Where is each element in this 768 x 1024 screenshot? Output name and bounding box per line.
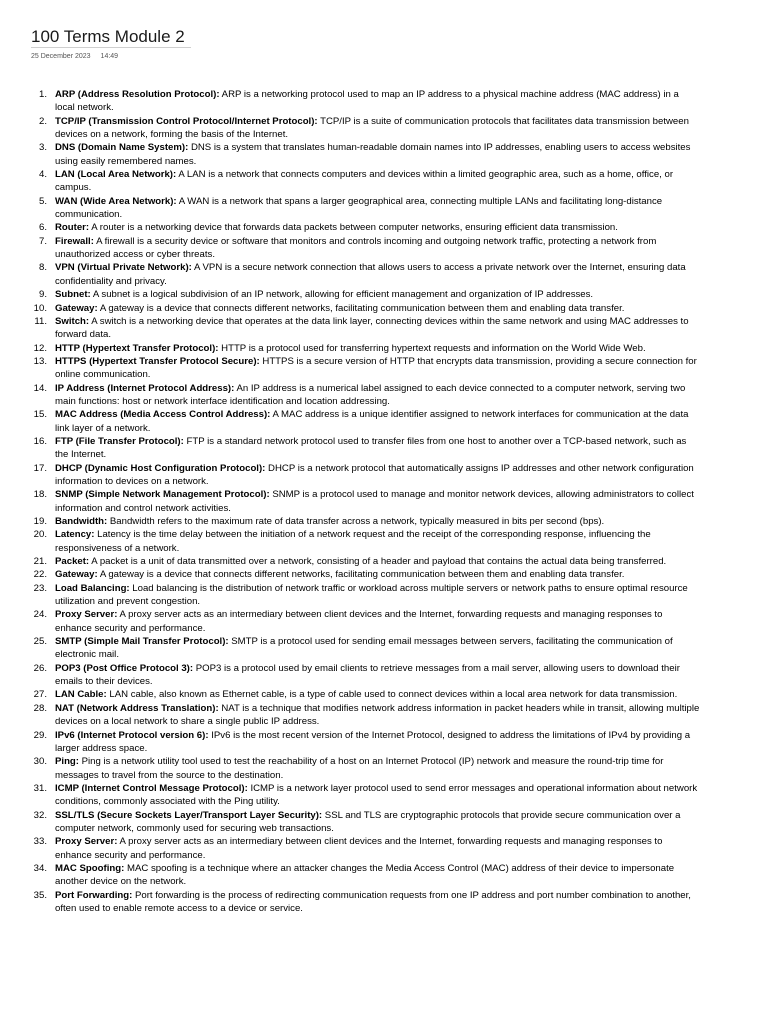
term-name: LAN (Local Area Network): bbox=[55, 169, 177, 181]
term-name: Packet: bbox=[55, 556, 90, 568]
term-definition: An IP address is a numerical label assigned to each device connected to a computer network, serving two main functions: host or network interface identification and location addressing. bbox=[55, 382, 686, 407]
term-definition: A proxy server acts as an intermediary between client devices and the Internet, forwarding requests and managing responses to enhance security and performance. bbox=[55, 836, 663, 861]
list-item bbox=[0, 355, 700, 382]
term-definition: LAN cable, also known as Ethernet cable, is a type of cable used to connect devices within a local area network for data transmission. bbox=[109, 689, 678, 701]
term-name: Port Forwarding: bbox=[55, 889, 133, 901]
list-item-number: 11. bbox=[34, 315, 47, 327]
list-item-number: 5. bbox=[38, 195, 47, 207]
list-item bbox=[0, 755, 700, 782]
list-item bbox=[0, 462, 700, 489]
list-item bbox=[0, 435, 700, 462]
page-title: 100 Terms Module 2 bbox=[31, 27, 185, 46]
list-item bbox=[0, 889, 700, 916]
term-name: MAC Spoofing: bbox=[55, 862, 125, 874]
list-item-number: 22. bbox=[33, 569, 47, 581]
list-item bbox=[0, 582, 700, 609]
list-item bbox=[0, 408, 700, 435]
list-item-number: 32. bbox=[33, 809, 47, 821]
term-name: Router: bbox=[55, 222, 90, 234]
term-definition: IPv6 is the most recent version of the Internet Protocol, designed to address the limitations of IPv4 by providing a larger address space. bbox=[55, 729, 691, 754]
list-item bbox=[0, 555, 700, 568]
list-item-number: 28. bbox=[33, 702, 47, 714]
list-item-number: 23. bbox=[33, 582, 47, 594]
list-item bbox=[0, 702, 700, 729]
term-name: FTP (File Transfer Protocol): bbox=[55, 435, 184, 447]
term-definition: Port forwarding is the process of redirecting communication requests from one IP address and port number combination to another, often used to enable remote access to a device or service. bbox=[55, 889, 691, 914]
term-definition: HTTP is a protocol used for transferring hypertext requests and information on the World Wide Web. bbox=[221, 342, 646, 354]
list-item bbox=[0, 729, 700, 756]
list-item bbox=[0, 88, 700, 115]
list-item bbox=[0, 221, 700, 234]
term-definition: SSL and TLS are cryptographic protocols that provide secure communication over a computer network, commonly used for securing web transactions. bbox=[55, 809, 681, 834]
term-name: POP3 (Post Office Protocol 3): bbox=[55, 662, 194, 674]
list-item-number: 12. bbox=[33, 342, 47, 354]
page-timestamp bbox=[31, 52, 118, 61]
list-item-number: 30. bbox=[33, 756, 47, 768]
list-item-number: 20. bbox=[33, 529, 47, 541]
list-item-number: 25. bbox=[33, 636, 47, 648]
list-item bbox=[0, 662, 700, 689]
term-name: SSL/TLS (Secure Sockets Layer/Transport Layer Security): bbox=[55, 809, 323, 821]
list-item-number: 14. bbox=[33, 382, 47, 394]
term-name: Gateway: bbox=[55, 569, 98, 581]
list-item bbox=[0, 288, 700, 301]
list-item-number: 34. bbox=[33, 862, 47, 874]
list-item-number: 27. bbox=[33, 689, 47, 701]
list-item bbox=[0, 382, 700, 409]
list-item bbox=[0, 782, 700, 809]
list-item bbox=[0, 809, 700, 836]
list-item-number: 8. bbox=[38, 262, 47, 274]
term-definition: DNS is a system that translates human-readable domain names into IP addresses, enabling users to access websites using easily remembered names. bbox=[55, 142, 691, 167]
term-definition: A MAC address is a unique identifier assigned to network interfaces for communication at the data link layer of a network. bbox=[55, 409, 689, 434]
term-definition: A packet is a unit of data transmitted over a network, consisting of a header and payload that contains the actual data being transferred. bbox=[91, 556, 667, 568]
term-definition: SNMP is a protocol used to manage and monitor network devices, allowing administrators to collect information and control network activities. bbox=[55, 489, 694, 514]
list-item bbox=[0, 568, 700, 581]
term-name: DHCP (Dynamic Host Configuration Protocol): bbox=[55, 462, 266, 474]
term-definition: A subnet is a logical subdivision of an IP network, allowing for efficient management and organization of IP addresses. bbox=[92, 289, 594, 301]
term-name: WAN (Wide Area Network): bbox=[55, 195, 177, 207]
list-item bbox=[0, 528, 700, 555]
term-definition: POP3 is a protocol used by email clients to retrieve messages from a mail server, allowing users to download their emails to their devices. bbox=[55, 662, 680, 688]
term-name: Ping: bbox=[55, 756, 79, 768]
list-item-number: 13. bbox=[33, 355, 47, 367]
page-time: 14:49 bbox=[100, 53, 119, 60]
term-definition: Load balancing is the distribution of network traffic or workload across multiple servers or network paths to ensure optimal resource utilization and prevent congestion. bbox=[55, 582, 688, 608]
term-name: SMTP (Simple Mail Transfer Protocol): bbox=[55, 636, 229, 648]
term-name: Proxy Server: bbox=[55, 836, 118, 848]
term-name: VPN (Virtual Private Network): bbox=[55, 262, 192, 274]
term-definition: FTP is a standard network protocol used to transfer files from one host to another over a TCP-based network, such as the Internet. bbox=[55, 435, 687, 461]
term-name: Latency: bbox=[55, 529, 95, 541]
list-item-number: 1. bbox=[38, 89, 47, 100]
list-item-number: 21. bbox=[33, 556, 47, 568]
list-item bbox=[0, 302, 700, 315]
term-definition: A VPN is a secure network connection that allows users to access a private network over the Internet, ensuring data confidentiality and privacy. bbox=[55, 262, 686, 287]
term-name: ICMP (Internet Control Message Protocol): bbox=[55, 782, 248, 794]
list-item-number: 17. bbox=[33, 462, 47, 474]
term-definition: A gateway is a device that connects different networks, facilitating communication between them and enabling data transfer. bbox=[99, 302, 625, 314]
list-item-number: 33. bbox=[33, 836, 47, 848]
list-item-number: 15. bbox=[33, 409, 47, 421]
list-item-number: 31. bbox=[33, 782, 47, 794]
list-item-number: 6. bbox=[38, 222, 47, 234]
term-definition: A router is a networking device that forwards data packets between computer networks, ensuring efficient data transmission. bbox=[91, 222, 618, 234]
list-item bbox=[0, 115, 700, 142]
list-item-number: 16. bbox=[33, 435, 47, 447]
term-name: DNS (Domain Name System): bbox=[55, 142, 189, 154]
term-definition: A LAN is a network that connects computers and devices within a limited geographic area, such as a home, office, or campus. bbox=[55, 169, 674, 194]
term-name: NAT (Network Address Translation): bbox=[55, 702, 219, 714]
list-item-number: 2. bbox=[38, 115, 47, 127]
list-item-number: 35. bbox=[33, 889, 47, 901]
term-definition: Bandwidth refers to the maximum rate of data transfer across a network, typically measured in bits per second (bps). bbox=[109, 516, 605, 527]
list-item bbox=[0, 168, 700, 195]
term-definition: HTTPS is a secure version of HTTP that encrypts data transmission, providing a secure connection for online communication. bbox=[55, 355, 697, 381]
term-definition: TCP/IP is a suite of communication protocols that facilitates data transmission between devices on a network, forming the basis of the Internet. bbox=[55, 115, 689, 141]
list-item bbox=[0, 862, 700, 889]
list-item-number: 9. bbox=[38, 289, 47, 301]
term-name: LAN Cable: bbox=[55, 689, 107, 701]
page-date: 25 December 2023 bbox=[31, 53, 91, 60]
term-definition: A proxy server acts as an intermediary between client devices and the Internet, forwarding requests and managing responses to enhance security and performance. bbox=[55, 609, 663, 634]
term-name: ARP (Address Resolution Protocol): bbox=[55, 89, 220, 100]
term-name: IPv6 (Internet Protocol version 6): bbox=[55, 729, 209, 741]
term-name: HTTP (Hypertext Transfer Protocol): bbox=[55, 342, 219, 354]
list-item bbox=[0, 688, 700, 701]
list-item bbox=[0, 515, 700, 528]
term-name: Proxy Server: bbox=[55, 609, 118, 621]
list-item-number: 10. bbox=[33, 302, 47, 314]
list-item-number: 7. bbox=[38, 235, 47, 247]
term-name: Subnet: bbox=[55, 289, 91, 301]
list-item bbox=[0, 315, 700, 342]
term-definition: A switch is a networking device that operates at the data link layer, connecting devices within the same network and using MAC addresses to forward data. bbox=[55, 315, 689, 341]
term-definition: A firewall is a security device or software that monitors and controls incoming and outgoing network traffic, protecting a network from unauthorized access or cyber threats. bbox=[55, 235, 657, 261]
term-name: IP Address (Internet Protocol Address): bbox=[55, 382, 235, 394]
term-name: Switch: bbox=[55, 315, 90, 327]
term-name: HTTPS (Hypertext Transfer Protocol Secure): bbox=[55, 355, 260, 367]
title-divider bbox=[31, 47, 191, 48]
term-definition: A WAN is a network that spans a larger geographical area, connecting multiple LANs and facilitating long-distance communication. bbox=[55, 195, 663, 221]
list-item-number: 24. bbox=[33, 609, 47, 621]
term-definition: Ping is a network utility tool used to test the reachability of a host on an Internet Protocol (IP) network and measure the round-trip time for messages to travel from the source to the destination. bbox=[55, 756, 664, 781]
list-item bbox=[0, 342, 700, 355]
list-item bbox=[0, 141, 700, 168]
list-item bbox=[0, 488, 700, 515]
term-definition: MAC spoofing is a technique where an attacker changes the Media Access Control (MAC) address of their device to impersonate another device on the network. bbox=[55, 862, 675, 888]
list-item-number: 29. bbox=[33, 729, 47, 741]
term-definition: ICMP is a network layer protocol used to send error messages and operational information about network conditions, commonly associated with the Ping utility. bbox=[55, 782, 698, 808]
list-item bbox=[0, 261, 700, 288]
list-item-number: 26. bbox=[33, 662, 47, 674]
term-name: Bandwidth: bbox=[55, 516, 108, 527]
term-definition: ARP is a networking protocol used to map an IP address to a physical machine address (MAC address) in a local network. bbox=[55, 89, 679, 114]
list-item bbox=[0, 635, 700, 662]
list-item-number: 3. bbox=[38, 142, 47, 154]
term-definition: SMTP is a protocol used for sending email messages between servers, facilitating the communication of electronic mail. bbox=[55, 636, 673, 661]
term-name: Load Balancing: bbox=[55, 582, 130, 594]
term-name: TCP/IP (Transmission Control Protocol/Internet Protocol): bbox=[55, 115, 318, 127]
term-definition: DHCP is a network protocol that automatically assigns IP addresses and other network configuration information to devices on a network. bbox=[55, 462, 694, 487]
term-name: MAC Address (Media Access Control Address): bbox=[55, 409, 271, 421]
term-definition: Latency is the time delay between the initiation of a network request and the receipt of the corresponding response, influencing the responsiveness of a network. bbox=[55, 529, 651, 554]
term-definition: A gateway is a device that connects different networks, facilitating communication between them and enabling data transfer. bbox=[99, 569, 625, 581]
list-item bbox=[0, 235, 700, 262]
list-item bbox=[0, 835, 700, 862]
term-definition: NAT is a technique that modifies network address information in packet headers while in transit, allowing multiple devices on a local network to share a single public IP address. bbox=[55, 702, 700, 728]
terms-list bbox=[0, 88, 768, 915]
list-item bbox=[0, 195, 700, 222]
list-item-number: 18. bbox=[33, 489, 47, 501]
list-item-number: 19. bbox=[33, 516, 47, 527]
list-item bbox=[0, 608, 700, 635]
term-name: Firewall: bbox=[55, 235, 94, 247]
term-name: SNMP (Simple Network Management Protocol): bbox=[55, 489, 270, 501]
term-name: Gateway: bbox=[55, 302, 98, 314]
list-item-number: 4. bbox=[38, 169, 47, 181]
